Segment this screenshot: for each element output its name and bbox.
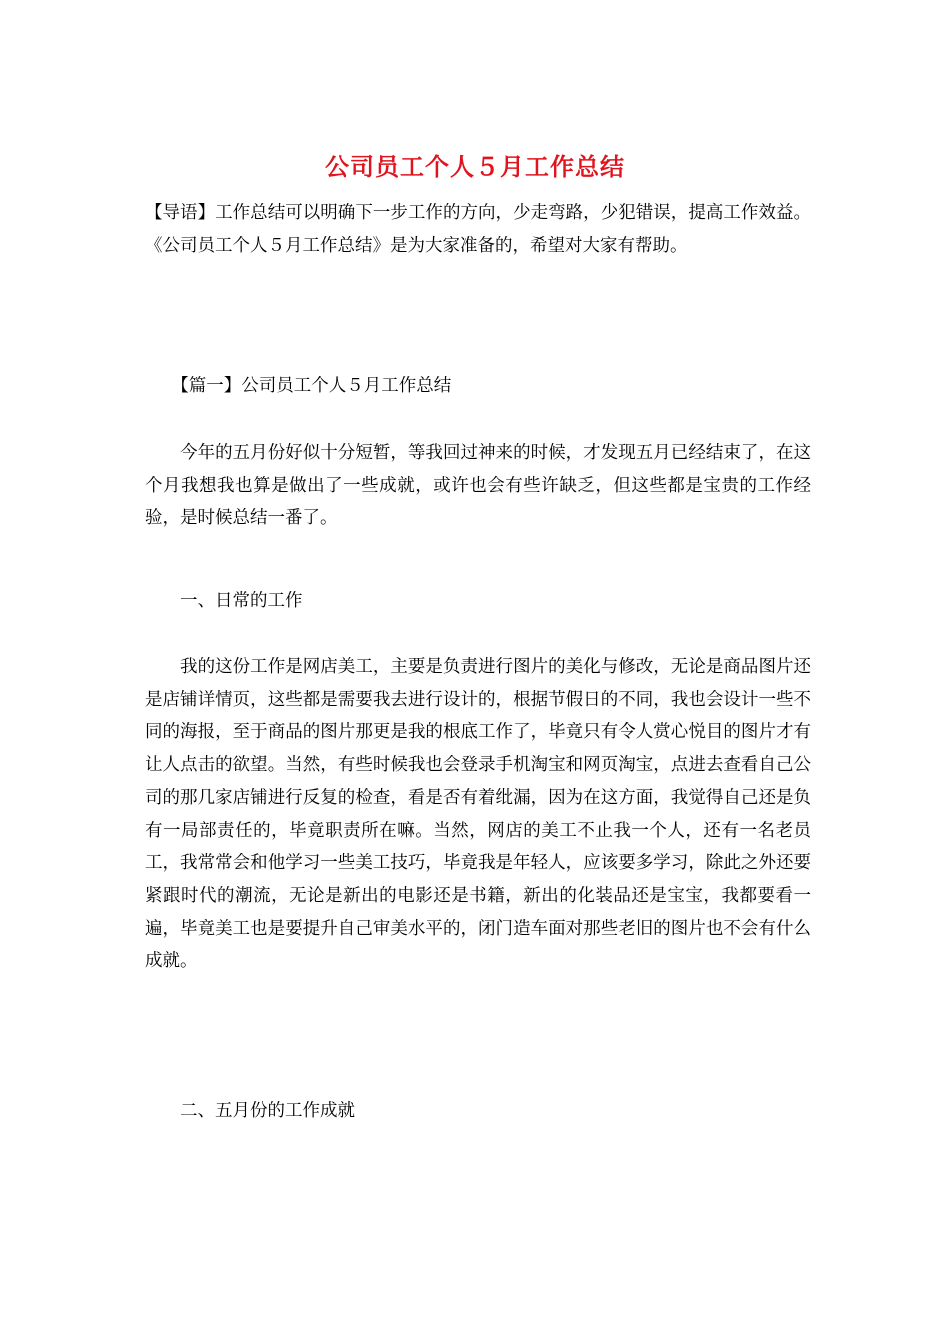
section-heading-1: 一、日常的工作	[145, 591, 303, 611]
document-title: 公司员工个人５月工作总结	[325, 152, 625, 181]
intro-paragraph: 【导语】工作总结可以明确下一步工作的方向，少走弯路，少犯错误，提高工作效益。《公司员工个人５月工作总结》是为大家准备的，希望对大家有帮助。	[145, 203, 811, 256]
section-heading-2: 二、五月份的工作成就	[145, 1101, 355, 1121]
body-paragraph-1: 今年的五月份好似十分短暂，等我回过神来的时候，才发现五月已经结束了，在这个月我想我也算是做出了一些成就，或许也会有些许缺乏，但这些都是宝贵的工作经验，是时候总结一番了。	[145, 443, 811, 529]
section-title: 【篇一】公司员工个人５月工作总结	[145, 376, 452, 396]
body-paragraph-2: 我的这份工作是网店美工，主要是负责进行图片的美化与修改，无论是商品图片还是店铺详情页，这些都是需要我去进行设计的，根据节假日的不同，我也会设计一些不同的海报，至于商品的图片那更是我的根底工作了，毕竟只有令人赏心悦目的图片才有让人点击的欲望。当然，有些时候我也会登录手机淘宝和网页淘宝，点进去查看自己公司的那几家店铺进行反复的检查，看是否有着纰漏，因为在这方面，我觉得自己还是负有一局部责任的，毕竟职责所在嘛。当然，网店的美工不止我一个人，还有一名老员工，我常常会和他学习一些美工技巧，毕竟我是年轻人，应该要多学习，除此之外还要紧跟时代的潮流，无论是新出的电影还是书籍，新出的化装品还是宝宝，我都要看一遍，毕竟美工也是要提升自己审美水平的，闭门造车面对那些老旧的图片也不会有什么成就。	[145, 657, 811, 972]
